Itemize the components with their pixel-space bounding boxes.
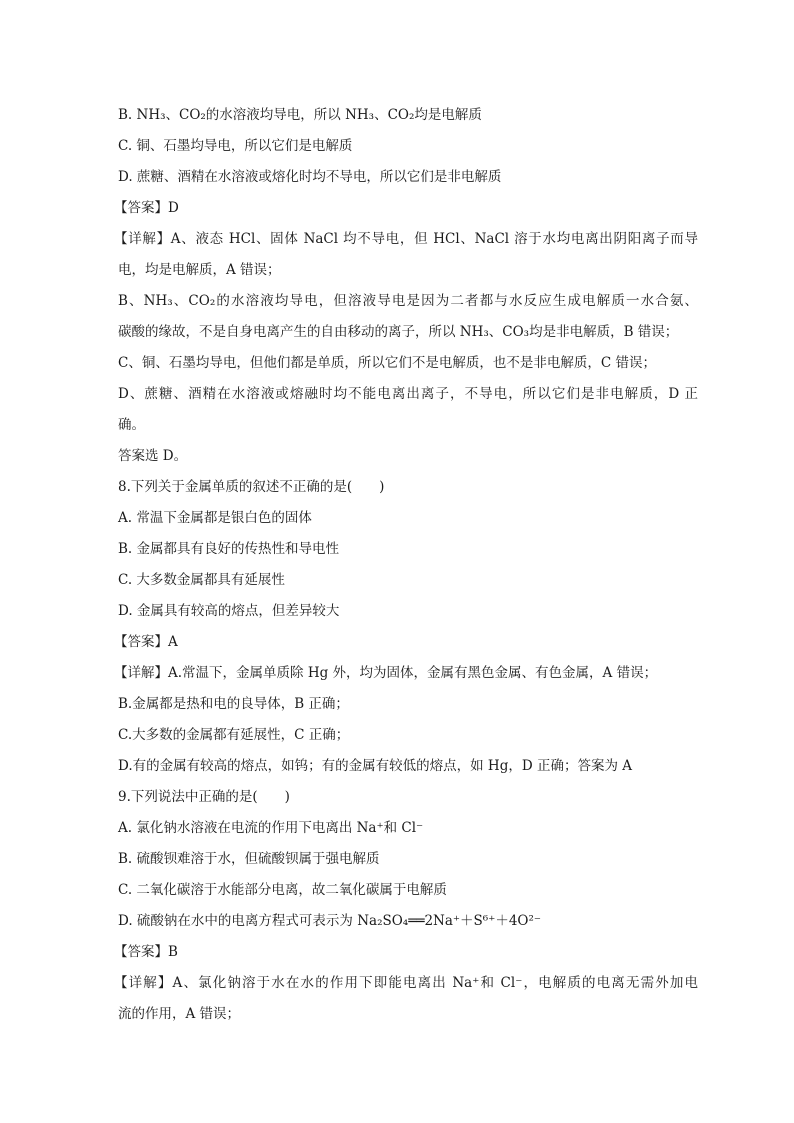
option-a: A. 氯化钠水溶液在电流的作用下电离出 Na⁺和 Cl⁻ <box>118 820 424 836</box>
answer-choice-line: 答案选 D。 <box>118 448 188 464</box>
explanation-line: B.金属都是热和电的良导体，B 正确； <box>118 696 349 712</box>
option-c: C. 大多数金属都具有延展性 <box>118 572 285 588</box>
question-9-stem: 9.下列说法中正确的是( ) <box>118 789 290 805</box>
option-b: B. 硫酸钡难溶于水，但硫酸钡属于强电解质 <box>118 851 380 867</box>
explanation-line: C.大多数的金属都有延展性，C 正确； <box>118 727 350 743</box>
explanation-line: D、蔗糖、酒精在水溶液或熔融时均不能电离出离子，不导电，所以它们是非电解质，D 正 <box>118 386 698 402</box>
option-a: A. 常温下金属都是银白色的固体 <box>118 510 312 526</box>
explanation-line: 流的作用，A 错误； <box>118 1006 241 1022</box>
option-d: D. 硫酸钠在水中的电离方程式可表示为 Na₂SO₄══2Na⁺＋S⁶⁺＋4O²⁻ <box>118 913 542 929</box>
option-b: B. NH₃、CO₂的水溶液均导电，所以 NH₃、CO₂均是电解质 <box>118 107 482 123</box>
option-c: C. 二氧化碳溶于水能部分电离，故二氧化碳属于电解质 <box>118 882 447 898</box>
answer-label: 【答案】B <box>114 944 178 960</box>
explanation-line: D.有的金属有较高的熔点，如钨；有的金属有较低的熔点，如 Hg，D 正确；答案为 A <box>118 758 632 774</box>
document-page <box>114 100 698 1030</box>
explanation-line: B、NH₃、CO₂的水溶液均导电，但溶液导电是因为二者都与水反应生成电解质一水合氨、 <box>118 293 698 309</box>
explanation-line: 确。 <box>118 417 145 433</box>
option-d: D. 金属具有较高的熔点，但差异较大 <box>118 603 340 619</box>
option-b: B. 金属都具有良好的传热性和导电性 <box>118 541 340 557</box>
explanation-line: 碳酸的缘故，不是自身电离产生的自由移动的离子，所以 NH₃、CO₃均是非电解质，B 错误； <box>118 324 679 340</box>
explanation-line: 电，均是电解质，A 错误； <box>118 262 281 278</box>
answer-label: 【答案】A <box>114 634 178 650</box>
question-8-stem: 8.下列关于金属单质的叙述不正确的是( ) <box>118 479 385 495</box>
explanation-line: 【详解】A、氯化钠溶于水在水的作用下即能电离出 Na⁺和 Cl⁻，电解质的电离无需外加电 <box>114 975 698 991</box>
option-c: C. 铜、石墨均导电，所以它们是电解质 <box>118 138 353 154</box>
explanation-line: 【详解】A、液态 HCl、固体 NaCl 均不导电，但 HCl、NaCl 溶于水均电离出阴阳离子而导 <box>114 231 698 247</box>
option-d: D. 蔗糖、酒精在水溶液或熔化时均不导电，所以它们是非电解质 <box>118 169 502 185</box>
answer-label: 【答案】D <box>114 200 179 216</box>
explanation-line: 【详解】A.常温下，金属单质除 Hg 外，均为固体，金属有黑色金属、有色金属，A 错误； <box>114 665 658 681</box>
explanation-line: C、铜、石墨均导电，但他们都是单质，所以它们不是电解质，也不是非电解质，C 错误； <box>118 355 656 371</box>
